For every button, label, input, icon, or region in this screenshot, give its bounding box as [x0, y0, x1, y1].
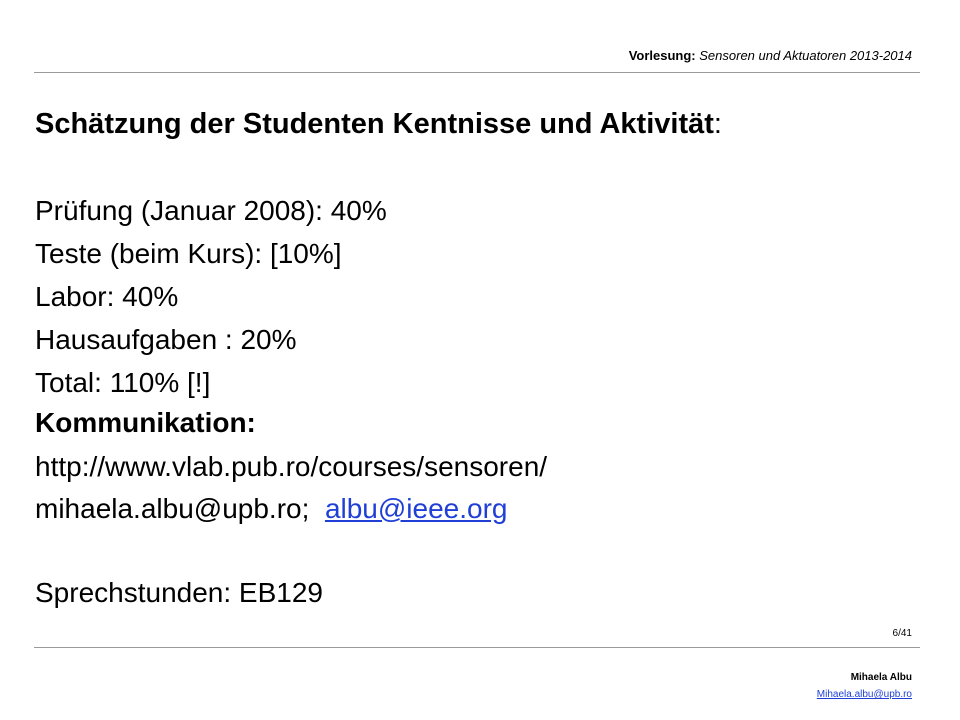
- slide-header: [629, 48, 912, 63]
- communication-heading: Kommunikation:: [35, 407, 256, 438]
- slide-title-colon: :: [713, 108, 722, 140]
- lab-weight: Labor: 40%: [35, 281, 179, 312]
- email-primary: mihaela.albu@upb.ro;: [35, 493, 310, 524]
- email-ieee-link[interactable]: albu@ieee.org: [324, 493, 508, 524]
- total-weight: Total: 110% [!]: [35, 367, 211, 398]
- author-email-row: [817, 689, 912, 700]
- author-name: Mihaela Albu: [850, 672, 912, 683]
- course-url: http://www.vlab.pub.ro/courses/sensoren/: [35, 451, 548, 482]
- author-email-link[interactable]: Mihaela.albu@upb.ro: [816, 689, 912, 700]
- tests-weight: Teste (beim Kurs): [10%]: [35, 238, 342, 269]
- header-divider: [34, 72, 920, 73]
- footer-divider: [34, 647, 920, 648]
- homework-weight: Hausaufgaben : 20%: [35, 324, 297, 355]
- office-hours: Sprechstunden: EB129: [35, 577, 323, 608]
- header-label: Vorlesung:: [628, 48, 696, 63]
- page-number: 6/41: [892, 628, 912, 639]
- header-course: Sensoren und Aktuatoren 2013-2014: [699, 48, 912, 63]
- contact-emails: [35, 493, 507, 525]
- slide-title-text: Schätzung der Studenten Kentnisse und Aktivität: [35, 108, 714, 140]
- slide-title: [35, 108, 722, 141]
- exam-weight: Prüfung (Januar 2008): 40%: [35, 195, 387, 226]
